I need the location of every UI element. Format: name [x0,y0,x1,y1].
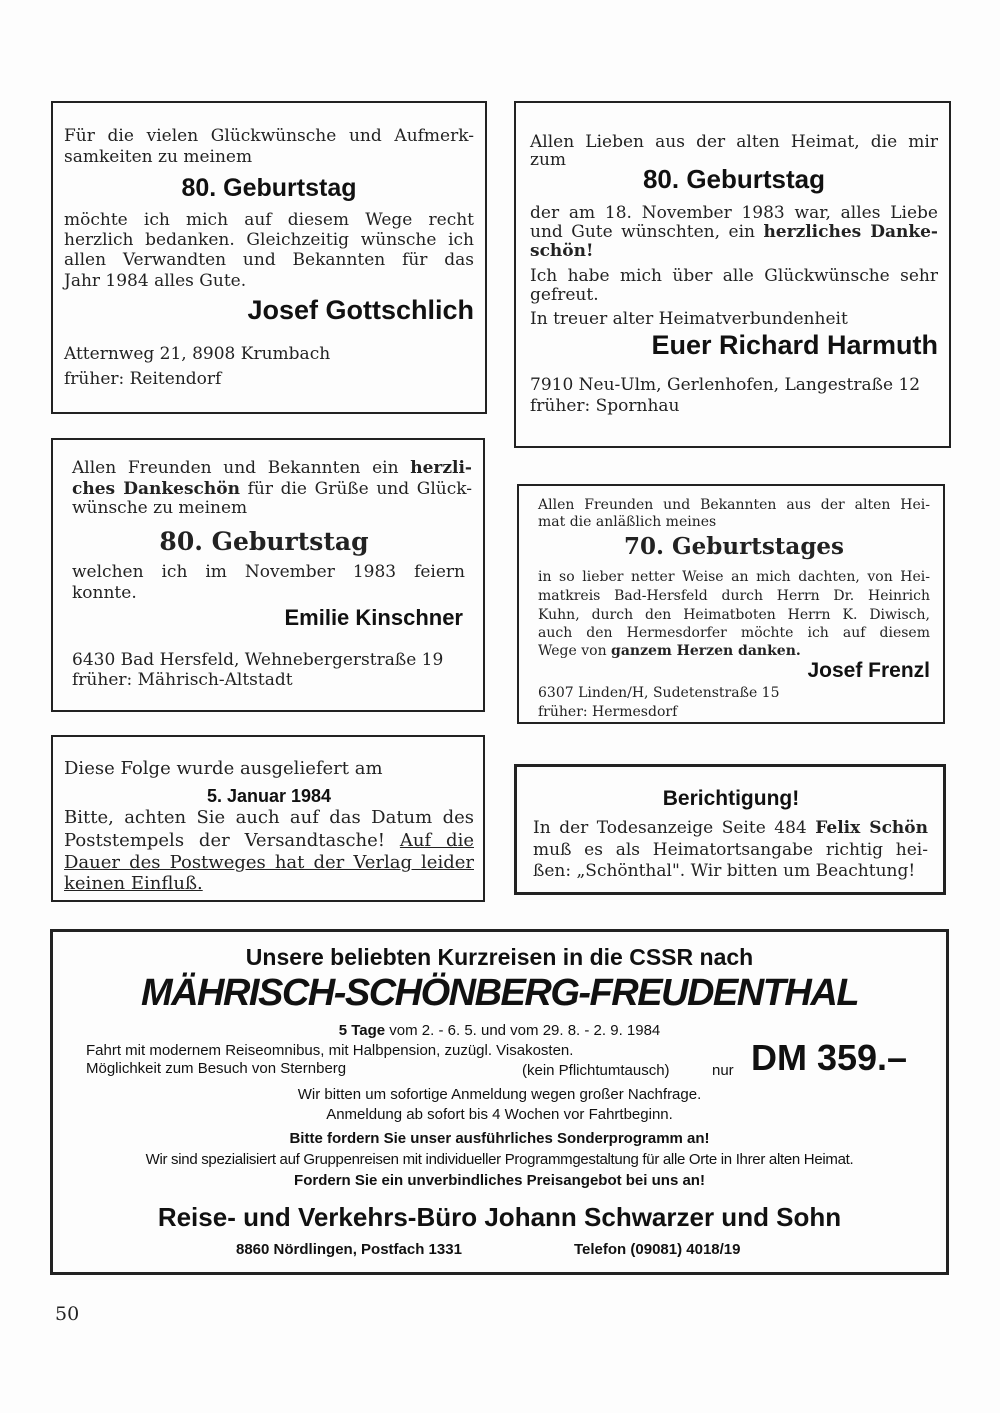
ad2-name: Euer Richard Harmuth [651,330,938,360]
ad4-l7b: ganzem Herzen danken. [611,643,801,659]
ad2-address: 7910 Neu-Ulm, Gerlenhofen, Langestraße 12 [530,375,921,395]
travel-line5: Bitte fordern Sie unser ausführliches Sonderprogramm an! [289,1130,710,1147]
ad2-b2b: herzliches Danke- [763,222,938,242]
ad2-b2 [530,222,938,242]
ad4-line2: mat die anläßlich meines [538,514,717,530]
ad1-body-0: möchte ich mich auf diesem Wege recht [64,210,474,230]
notice-line1: Diese Folge wurde ausgeliefert am [64,758,383,779]
ad2-b2a: und Gute wünschten, ein [530,222,764,242]
ad4-line3: in so lieber netter Weise an mich dachten, von Hei- [538,569,930,585]
ad3-line3: wünsche zu meinem [72,498,248,518]
ad4-line1: Allen Freunden und Bekannten aus der alten Hei- [538,497,930,513]
ad4-line6: auch den Hermesdorfer möchte ich auf diesem [538,625,930,641]
correction-line2: muß es als Heimatortsangabe richtig hei- [533,840,928,860]
ad1-name: Josef Gottschlich [247,295,474,325]
travel-address: 8860 Nördlingen, Postfach 1331 [236,1241,462,1258]
travel-line7: Fordern Sie ein unverbindliches Preisangebot bei uns an! [294,1172,705,1189]
notice-line2: Bitte, achten Sie auch auf das Datum des [64,807,474,828]
travel-line2c: nur [712,1062,734,1079]
ad3-name: Emilie Kinschner [284,605,463,630]
ad3-line4: welchen ich im November 1983 feiern [72,562,465,582]
ad4-line4: matkreis Bad-Hersfeld durch Herrn Dr. Heinrich [538,588,930,604]
travel-dates-bold: 5 Tage [338,1022,386,1039]
ad4-address: 6307 Linden/H, Sudetenstraße 15 [538,685,780,701]
travel-price: DM 359.– [751,1037,908,1078]
travel-headline: Unsere beliebten Kurzreisen in die CSSR nach [245,944,754,970]
ad3-l2a: ches Dankeschön [72,479,240,499]
ad2-line2: zum [530,150,567,170]
travel-line2: Möglichkeit zum Besuch von Sternberg [86,1060,347,1077]
travel-line1: Fahrt mit modernem Reiseomnibus, mit Halbpension, zuzügl. Visakosten. [86,1042,574,1059]
travel-line4: Anmeldung ab sofort bis 4 Wochen vor Fahrtbeginn. [326,1106,673,1123]
ad3-line5: konnte. [72,583,137,603]
ad2-b5: gefreut. [530,285,599,305]
ad1-former: früher: Reitendorf [64,369,222,389]
page-number: 50 [55,1303,80,1325]
ad3-former: früher: Mährisch-Altstadt [72,670,293,690]
ad4-former: früher: Hermesdorf [538,704,678,720]
travel-dates-rest: vom 2. - 6. 5. und vom 29. 8. - 2. 9. 1984 [385,1022,661,1039]
ad2-line1: Allen Lieben aus der alten Heimat, die mir [530,132,938,152]
ad4-line7 [538,643,801,659]
notice-line3 [64,830,474,851]
ad4-line5: Kuhn, durch den Heimatboten Herrn K. Diwisch, [538,607,930,623]
ad4-l7a: Wege von [538,643,612,659]
notice-l3a: Poststempels der Versandtasche! [64,830,400,851]
ad4-name: Josef Frenzl [807,659,930,682]
ad2-heading: 80. Geburtstag [642,164,826,194]
correction-l1b: Felix Schön [815,818,928,838]
ad2-b6: In treuer alter Heimatverbundenheit [530,309,848,329]
ad1-address: Atternweg 21, 8908 Krumbach [64,344,331,364]
ad1-line2: samkeiten zu meinem [64,147,253,167]
travel-phone: Telefon (09081) 4018/19 [574,1241,741,1258]
correction-l1a: In der Todesanzeige Seite 484 [533,818,816,838]
ad1-body-1: herzlich bedanken. Gleichzeitig wünsche ich [64,230,474,250]
ad3-l1b: herzli- [410,458,472,478]
ad1-body-3: Jahr 1984 alles Gute. [64,271,247,291]
ad2-b3: schön! [530,241,594,261]
travel-destination: MÄHRISCH-SCHÖNBERG-FREUDENTHAL [140,972,859,1014]
notice-l3b: Auf die [399,830,474,851]
ad4-heading: 70. Geburtstages [624,533,844,560]
travel-line2b: (kein Pflichtumtausch) [522,1062,670,1079]
notice-line4: Dauer des Postweges hat der Verlag leider [64,852,474,873]
travel-line3: Wir bitten um sofortige Anmeldung wegen großer Nachfrage. [297,1086,702,1103]
travel-line6: Wir sind spezialisiert auf Gruppenreisen mit individueller Programmgestaltung für alle Orte in Ihrer alten Heimat. [145,1151,854,1168]
ad3-l1a: Allen Freunden und Bekannten ein [72,458,411,478]
correction-title: Berichtigung! [662,787,800,810]
ad3-l2b: für die Grüße und Glück- [239,479,472,499]
notice-date: 5. Januar 1984 [206,786,332,806]
notice-line5: keinen Einfluß. [64,873,203,894]
ad1-body-2: allen Verwandten und Bekannten für das [64,250,474,270]
ad2-former: früher: Spornhau [530,396,680,416]
correction-line1 [533,818,928,838]
travel-company: Reise- und Verkehrs-Büro Johann Schwarzer und Sohn [157,1202,842,1232]
ad2-b1: der am 18. November 1983 war, alles Liebe [530,203,938,223]
ad3-line2 [72,479,472,499]
correction-line3: ßen: „Schönthal". Wir bitten um Beachtung! [533,861,916,881]
ad3-line1 [72,458,472,478]
ad1-heading: 80. Geburtstag [181,174,357,202]
ad1-line1: Für die vielen Glückwünsche und Aufmerk- [64,126,474,146]
ad3-address: 6430 Bad Hersfeld, Wehnebergerstraße 19 [72,650,444,670]
ad2-b4: Ich habe mich über alle Glückwünsche sehr [530,266,938,286]
ad3-heading: 80. Geburtstag [159,527,369,556]
